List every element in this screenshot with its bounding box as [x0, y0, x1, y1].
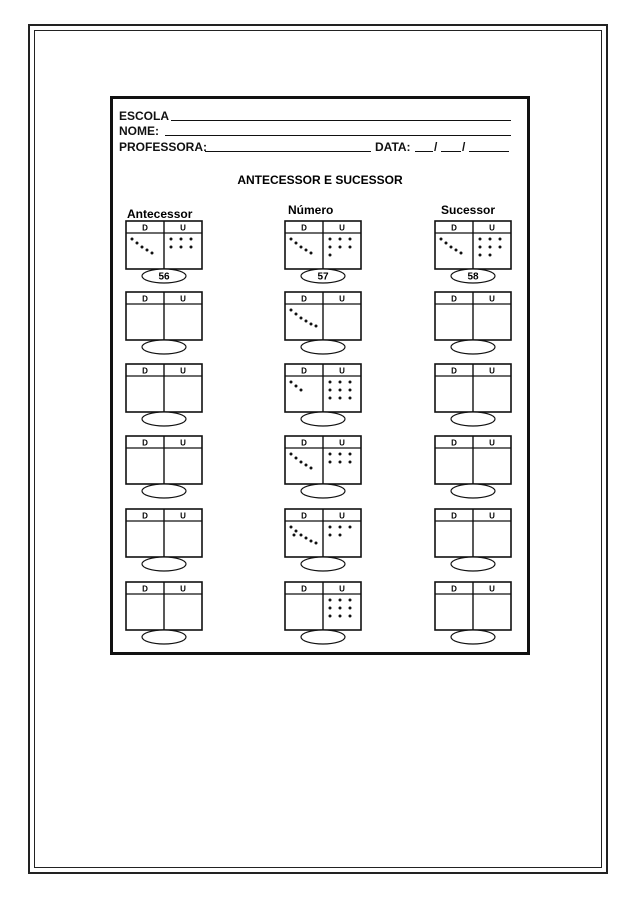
answer-oval[interactable]	[142, 412, 186, 426]
tens-dot	[131, 238, 134, 241]
units-dot	[479, 254, 482, 257]
answer-oval[interactable]	[301, 630, 345, 644]
answer-oval[interactable]	[142, 630, 186, 644]
units-dot	[170, 246, 173, 249]
units-dot	[349, 389, 352, 392]
tens-dot	[300, 389, 303, 392]
tens-dot	[305, 537, 308, 540]
units-dot	[339, 381, 342, 384]
units-label: U	[489, 511, 495, 521]
units-label: U	[180, 366, 186, 376]
tens-label: D	[142, 584, 148, 594]
tens-dot	[300, 461, 303, 464]
tens-dot	[293, 534, 296, 537]
place-value-grid	[113, 99, 527, 652]
tens-dot	[440, 238, 443, 241]
units-dot	[339, 534, 342, 537]
school-label: ESCOLA	[119, 109, 170, 123]
tens-label: D	[451, 511, 457, 521]
units-label: U	[180, 223, 186, 233]
units-dot	[349, 246, 352, 249]
tens-dot	[136, 242, 139, 245]
answer-oval[interactable]	[451, 484, 495, 498]
units-dot	[349, 453, 352, 456]
answer-oval[interactable]	[451, 557, 495, 571]
worksheet-title: ANTECESSOR E SUCESSOR	[237, 173, 403, 187]
tens-label: D	[142, 223, 148, 233]
units-dot	[349, 381, 352, 384]
tens-dot	[295, 313, 298, 316]
tens-dot	[310, 467, 313, 470]
tens-label: D	[451, 223, 457, 233]
tens-dot	[290, 309, 293, 312]
tens-label: D	[142, 366, 148, 376]
answer-value: 57	[317, 271, 329, 283]
units-dot	[489, 254, 492, 257]
column-header-numero: Número	[288, 203, 334, 217]
units-dot	[339, 599, 342, 602]
tens-dot	[300, 534, 303, 537]
units-dot	[190, 238, 193, 241]
units-dot	[339, 461, 342, 464]
tens-dot	[310, 252, 313, 255]
tens-label: D	[142, 438, 148, 448]
units-dot	[339, 397, 342, 400]
units-dot	[349, 615, 352, 618]
units-dot	[329, 461, 332, 464]
tens-dot	[295, 457, 298, 460]
column-header-antecessor: Antecessor	[127, 207, 193, 221]
tens-dot	[310, 323, 313, 326]
units-dot	[479, 246, 482, 249]
tens-label: D	[301, 584, 307, 594]
tens-dot	[450, 246, 453, 249]
answer-oval[interactable]	[451, 340, 495, 354]
units-dot	[180, 246, 183, 249]
units-dot	[339, 526, 342, 529]
tens-dot	[146, 249, 149, 252]
answer-oval[interactable]	[142, 484, 186, 498]
tens-label: D	[451, 366, 457, 376]
units-label: U	[489, 584, 495, 594]
units-dot	[329, 397, 332, 400]
units-label: U	[339, 584, 345, 594]
tens-dot	[305, 464, 308, 467]
units-dot	[339, 389, 342, 392]
units-label: U	[489, 294, 495, 304]
units-dot	[349, 607, 352, 610]
tens-dot	[290, 453, 293, 456]
answer-oval[interactable]	[301, 484, 345, 498]
units-dot	[190, 246, 193, 249]
units-dot	[349, 238, 352, 241]
units-dot	[349, 526, 352, 529]
units-label: U	[339, 366, 345, 376]
units-dot	[329, 534, 332, 537]
units-dot	[180, 238, 183, 241]
date-label: DATA:	[375, 140, 411, 154]
tens-label: D	[301, 223, 307, 233]
tens-label: D	[301, 511, 307, 521]
answer-value: 58	[467, 271, 479, 283]
units-label: U	[339, 438, 345, 448]
units-dot	[329, 381, 332, 384]
units-dot	[339, 607, 342, 610]
tens-dot	[290, 526, 293, 529]
date-separator: /	[462, 140, 466, 154]
tens-dot	[141, 246, 144, 249]
tens-dot	[445, 242, 448, 245]
answer-oval[interactable]	[451, 412, 495, 426]
units-dot	[339, 246, 342, 249]
units-dot	[339, 453, 342, 456]
tens-dot	[151, 252, 154, 255]
units-dot	[329, 599, 332, 602]
units-label: U	[180, 294, 186, 304]
units-label: U	[180, 584, 186, 594]
units-dot	[339, 238, 342, 241]
tens-dot	[315, 325, 318, 328]
units-dot	[329, 607, 332, 610]
units-dot	[329, 389, 332, 392]
units-dot	[349, 599, 352, 602]
tens-label: D	[142, 294, 148, 304]
units-dot	[499, 238, 502, 241]
tens-label: D	[451, 294, 457, 304]
tens-dot	[455, 249, 458, 252]
units-dot	[329, 238, 332, 241]
tens-dot	[305, 320, 308, 323]
tens-label: D	[451, 438, 457, 448]
answer-oval[interactable]	[451, 630, 495, 644]
tens-dot	[295, 242, 298, 245]
tens-dot	[460, 252, 463, 255]
tens-label: D	[301, 366, 307, 376]
answer-oval[interactable]	[301, 557, 345, 571]
tens-dot	[305, 249, 308, 252]
answer-oval[interactable]	[142, 557, 186, 571]
units-label: U	[489, 438, 495, 448]
name-label: NOME:	[119, 124, 159, 138]
units-dot	[349, 397, 352, 400]
units-label: U	[180, 511, 186, 521]
tens-label: D	[301, 438, 307, 448]
teacher-label: PROFESSORA:	[119, 140, 208, 154]
units-label: U	[339, 223, 345, 233]
units-label: U	[339, 294, 345, 304]
answer-oval[interactable]	[301, 412, 345, 426]
units-dot	[329, 615, 332, 618]
units-dot	[339, 615, 342, 618]
worksheet	[110, 96, 530, 655]
units-dot	[349, 461, 352, 464]
units-dot	[170, 238, 173, 241]
tens-label: D	[301, 294, 307, 304]
tens-dot	[295, 530, 298, 533]
tens-label: D	[451, 584, 457, 594]
date-separator: /	[434, 140, 438, 154]
column-header-sucessor: Sucessor	[441, 203, 496, 217]
answer-oval[interactable]	[142, 340, 186, 354]
tens-dot	[300, 246, 303, 249]
units-dot	[329, 254, 332, 257]
answer-oval[interactable]	[301, 340, 345, 354]
tens-dot	[315, 542, 318, 545]
answer-value: 56	[158, 271, 170, 283]
tens-dot	[295, 385, 298, 388]
units-dot	[489, 246, 492, 249]
tens-dot	[310, 540, 313, 543]
units-dot	[329, 526, 332, 529]
units-dot	[329, 246, 332, 249]
units-label: U	[489, 366, 495, 376]
units-dot	[329, 453, 332, 456]
tens-label: D	[142, 511, 148, 521]
tens-dot	[300, 317, 303, 320]
units-dot	[479, 238, 482, 241]
units-label: U	[489, 223, 495, 233]
units-dot	[499, 246, 502, 249]
tens-dot	[290, 238, 293, 241]
units-label: U	[180, 438, 186, 448]
tens-dot	[290, 381, 293, 384]
units-dot	[489, 238, 492, 241]
units-label: U	[339, 511, 345, 521]
